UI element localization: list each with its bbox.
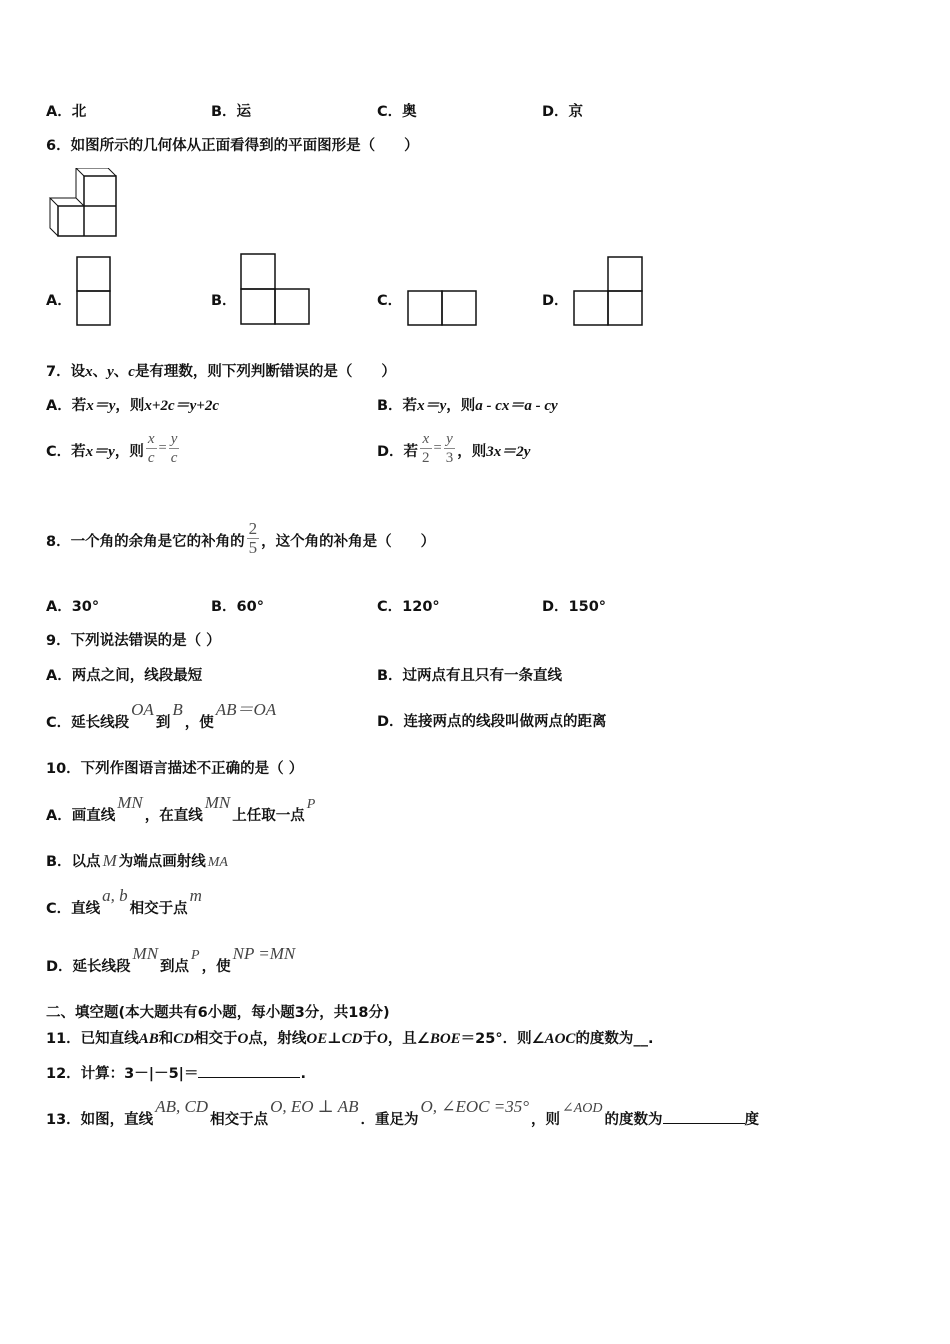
q9-option-b: B．过两点有且只有一条直线 [377,668,563,684]
q8-option-b: B．60° [211,599,264,615]
q7-option-c [46,432,181,472]
equals: = [433,440,442,456]
math: y [107,364,114,380]
answer-blank: __ [633,1031,648,1047]
text: C．直线 [46,901,101,917]
math: AB＝OA [215,700,277,719]
q6-option-a-figure [76,256,112,328]
q6-option-c-figure [407,290,479,327]
text: 相交于点 [210,1112,269,1128]
q6-option-b-figure [240,253,312,327]
numerator: y [170,430,178,447]
text: D．延长线段 [46,959,131,975]
denominator: c [170,449,178,466]
q6-option-a-label: A． [46,293,72,309]
math: P [306,797,316,812]
fraction [247,520,260,557]
math: B [172,700,183,719]
q8-option-d: D．150° [542,599,607,615]
q12 [46,1063,306,1084]
q5-option-c: C．奥 [377,104,417,120]
math: OA [131,700,154,719]
math: AB [138,1031,159,1047]
numerator: x [420,430,432,449]
math: x＝y [417,398,447,414]
text: 、 [92,364,108,380]
text: C．若 [46,444,86,460]
q5-option-d: D．京 [542,104,584,120]
text: ，在直线 [144,808,203,824]
q5-option-a: A．北 [46,104,87,120]
math: MN [117,793,143,812]
fraction [146,430,157,467]
text: 到 [155,715,171,731]
text: 上任取一点 [232,808,305,824]
equals: = [158,440,167,456]
q6-option-b-label: B． [211,293,237,309]
q10-option-b [46,851,230,873]
numerator: 2 [248,518,258,538]
text: ，使 [184,715,214,731]
q9-option-d: D．连接两点的线段叫做两点的距离 [377,714,607,730]
text: 8．一个角的余角是它的补角的 [46,534,245,550]
text: A．若 [46,398,87,414]
text: ，这个角的补角是（ ） [261,534,436,550]
text: 点，射线 [248,1031,307,1047]
math: a - cx＝a - cy [475,398,558,414]
text: ，则 [114,444,144,460]
math: NP =MN [232,944,296,963]
math: O, EO ⊥ AB [270,1097,359,1116]
text: 11．已知直线 [46,1031,139,1047]
math: MN [204,793,231,812]
cube-solid-figure [46,168,121,240]
math: AB, CD [155,1097,209,1116]
text: D．若 [377,444,419,460]
math: 3x＝2y [486,444,531,460]
math: AOC [544,1031,576,1047]
math: x [85,364,93,380]
text: 是有理数，则下列判断错误的是（ ） [134,364,396,380]
math: M [102,851,117,870]
section-heading: 二、填空题(本大题共有6小题，每小题3分，共18分) [46,1005,390,1021]
denominator: c [147,449,155,466]
math: a, b [102,886,128,905]
text: ，则 [115,398,145,414]
text: ．重足为 [360,1112,419,1128]
text: 相交于 [194,1031,238,1047]
q7-stem [46,362,396,382]
text: 和 [158,1031,174,1047]
text: 7．设 [46,364,86,380]
q10-option-a [46,793,317,827]
text: 、 [113,364,129,380]
q7-option-a [46,396,219,416]
denominator: 2 [422,449,430,466]
q6-stem: 6．如图所示的几何体从正面看得到的平面图形是（ ） [46,138,419,154]
math: x＝y [86,398,116,414]
math: CD [173,1031,195,1047]
q8-option-a: A．30° [46,599,100,615]
q9-option-a: A．两点之间，线段最短 [46,668,203,684]
text: ，且∠ [387,1031,430,1047]
fraction [420,430,432,467]
q6-option-c-label: C． [377,293,403,309]
fraction [169,430,180,467]
math: ∠AOD [562,1101,603,1116]
q8-stem [46,512,435,572]
denominator: 5 [248,537,258,557]
q10-option-d [46,944,297,978]
math: m [189,886,202,905]
text: 为端点画射线 [118,854,206,870]
math: P [191,948,200,963]
q7-option-d [377,432,530,472]
fraction [444,430,456,467]
text: 的度数为 [575,1031,634,1047]
q9-option-c [46,700,278,733]
q6-option-d-figure [573,256,645,328]
numerator: y [444,430,456,449]
math: MN [132,944,159,963]
math: OE⊥CD [306,1031,363,1047]
text: . [647,1031,654,1047]
text: . [300,1066,306,1082]
q5-option-b: B．运 [211,104,252,120]
q10-stem: 10．下列作图语言描述不正确的是（ ） [46,761,304,777]
text: ＝25°．则∠ [460,1031,545,1047]
text: ，则 [446,398,476,414]
text: 的度数为 [604,1112,663,1128]
math: x＝y [85,444,115,460]
text: 12．计算：3－|－5|＝ [46,1066,199,1082]
answer-blank [663,1109,745,1124]
answer-blank [198,1063,300,1078]
text: B．若 [377,398,418,414]
text: 于 [362,1031,377,1047]
text: 13．如图，直线 [46,1112,154,1128]
math: c [128,364,135,380]
q10-option-c [46,886,204,919]
math: BOE [429,1031,461,1047]
math: O [376,1031,388,1047]
text: A．画直线 [46,808,116,824]
q9-stem: 9．下列说法错误的是（ ） [46,633,221,649]
text: 相交于点 [129,901,188,917]
text: ，则 [457,444,487,460]
math: x+2c＝y+2c [144,398,219,414]
math: O [237,1031,249,1047]
text: 度 [744,1112,760,1128]
q13 [46,1097,760,1131]
q11 [46,1029,653,1049]
text: C．延长线段 [46,715,130,731]
text: ，使 [201,959,231,975]
q7-option-b [377,396,558,416]
math: MA [207,855,228,870]
text: B．以点 [46,854,101,870]
denominator: 3 [445,449,454,466]
numerator: x [147,430,155,447]
q8-option-c: C．120° [377,599,440,615]
text: 到点 [160,959,190,975]
math: O, ∠EOC =35° [420,1097,530,1116]
q6-option-d-label: D． [542,293,569,309]
text: ，则 [531,1112,561,1128]
